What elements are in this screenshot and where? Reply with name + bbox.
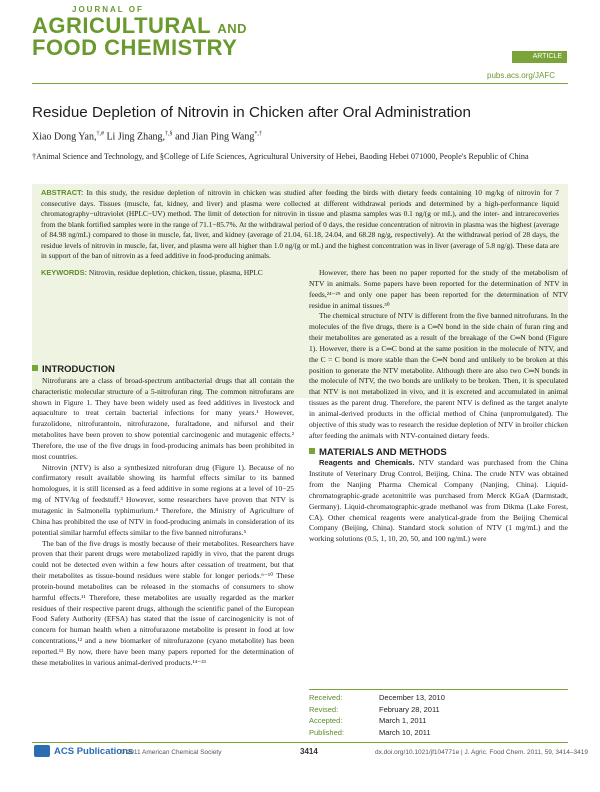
author-marks: *,† (254, 131, 262, 137)
date-row: Received: December 13, 2010 (309, 693, 445, 702)
article-badge: ARTICLE (512, 51, 567, 63)
section-heading-methods: MATERIALS AND METHODS (309, 448, 568, 459)
author-name[interactable]: Li Jing Zhang, (106, 131, 166, 143)
publisher-logo: ACS Publications (34, 745, 133, 757)
author-list (32, 131, 262, 142)
paragraph: The ban of the five drugs is mostly because of their metabolites. Researchers have proven that their parent drugs were metabolized rapidly in vivo, that the parent drugs could not be detected even within a few hours after cessation of treatment, but that their metabolites as tissue-bound residues were stable for longer periods.⁶⁻¹⁰ These protein-bound metabolites can be released in the stomachs of consumers to show harmful effects.¹¹ Therefore, these metabolites are usually regarded as the marker residues of their respective parent drugs, although the scientific panel of the European Food Safety Authority (EFSA) has stated that the issue of carcinogenicity is not of concern for human health when a nitrofurazone metabolite is present in food at low concentrations,¹² and a new biomarker of nitrofurazone (cyano metabolite) has been reported.¹³ By now, there have been many papers reported for the determination of these metabolites in various animal-derived products.¹⁴⁻²³ (32, 538, 294, 667)
author-marks: †,§ (165, 131, 173, 137)
abstract-text: In this study, the residue depletion of nitrovin in chicken was studied after feeding the birds with dietary feeds containing 10 mg/kg of nitrovin for 7 consecutive days. Tissues (muscle, fat, kidney, and liver) and plasma were collected at different withdrawal periods and determined by a high-performance liquid chromatography−ultraviolet (HPLC−UV) method. The limit of detection for nitrovin in tissue and plasma samples was 0.1 ng/(g or mL), and the inter- and intrarecoveries from the blank fortified samples were in the range of 71.1−85.7%. At the withdrawal period of 0 days, the residue concentration of nitrovin in plasma was the highest (average of 84.98 ng/mL) compared to those in muscle, fat, liver, and kidney (average of 21.04, 61.18, 24.04, and 68.28 ng/g, respectively). At the withdrawal period of 28 days, the residue levels of nitrovin in muscle, fat, liver, and plasma were all higher than 1.0 ng/(g or mL) and the highest concentration was in liver (average of 5.8 ng/g). These data are in support of the ban of nitrovin as a feed additive in food-producing animals. (41, 188, 559, 260)
author-name[interactable]: Xiao Dong Yan, (32, 131, 97, 143)
paragraph: Reagents and Chemicals. NTV standard was purchased from the China Institute of Veterinary Drug Control, Beijing, China. The crude NTV was obtained from the Nanjing Pharma Chemical Company (Nanjing, China). Liquid-chromatographic-grade acetonitrile was purchased from Merck KGaA (Darmstadt, Germany). Liquid-chromatographic-grade methanol was from Dikma (Lake Forest, CA). Other chemical reagents were analytical-grade from the Beijing Chemical Company (Beijing, China). Standard stock solution of NTV (1 mg/mL) and the working solutions (0.5, 1, 10, 20, 50, and 100 ng/mL) were (309, 458, 568, 544)
section-heading-introduction: INTRODUCTION (32, 365, 294, 376)
left-column (32, 365, 294, 669)
section-marker-icon (32, 365, 38, 371)
author-name[interactable]: and Jian Ping Wang (175, 131, 255, 143)
right-column (309, 268, 568, 545)
journal-line2: AGRICULTURAL AND (32, 13, 248, 38)
keywords-label: KEYWORDS: (41, 267, 87, 277)
doi-citation[interactable]: dx.doi.org/10.1021/jf104771e | J. Agric. Food Chem. 2011, 59, 3414–3419 (375, 749, 588, 756)
paragraph: Nitrovin (NTV) is also a synthesized nitrofuran drug (Figure 1). Because of no confirmatory result available showing its harmful effects similar to its banned homologues, it is still licensed as a feed additive in some regions at a level of 10−25 mg of NTV/kg of feedstuff.³ However, some researchers have proven that NTV is mutagenic in Salmonella typhimurium.⁴ Therefore, the Ministry of Agriculture of China has prohibited the use of NTV in food-producing animals in consideration of its potential similar harmful effects similar to the five banned nitrofurans.⁵ (32, 462, 294, 537)
date-row: Accepted: March 1, 2011 (309, 716, 427, 725)
paragraph: The chemical structure of NTV is different from the five banned nitrofurans. In the molecules of the five drugs, there is a C═N bond in the side chain of furan ring and their metabolites are generated as a result of the breakage of the C═N bond (Figure 1). However, there is a C═C bond at the same position in the molecule of NTV, and the C = C bond is more stable than the C═N bond and unlikely to be broken at this position to generate the NTV metabolite. Although there are also two C═N bonds in the molecule of NTV, the two bonds are unlikely to be broken. Then, it is speculated that NTV is not metabolized in vivo, and it is excreted and accumulated in animal tissues as the parent drug. Therefore, the parent NTV is defined as the target analyte in animal-derived products in the official method of China (unpromulgated). The objective of this study was to research the residue depletion of NTV in broiler chicken after feeding the animals with NTV-contained dietary feeds. (309, 311, 568, 440)
paragraph: Nitrofurans are a class of broad-spectrum antibacterial drugs that all contain the characteristic molecular structure of a 5-nitrofuran ring. The common nitrofurans are shown in Figure 1. They have been widely used as feed additives in livestock and aquaculture to treat certain bacterial infections for many years.¹ However, furazolidone, nitrofurantoin, nitrofurazone, furaltadone, and nifursol and their metabolites have been proven to show potential carcinogenic and mutagenic effects.² Therefore, the use of the five drugs in food-producing animals has been prohibited in most countries. (32, 375, 294, 461)
author-marks: †,# (96, 131, 104, 137)
journal-line1: JOURNAL OF (72, 5, 144, 14)
date-row: Published: March 10, 2011 (309, 727, 431, 737)
journal-logo (32, 6, 247, 59)
article-title: Residue Depletion of Nitrovin in Chicken after Oral Administration (32, 104, 471, 121)
paragraph: However, there has been no paper reported for the study of the metabolism of NTV in animals. Some papers have been reported for the determination of NTV in feeds,²⁴⁻²⁹ and only one paper has been reported for the determination of NTV residue in animal tissues.³⁰ (309, 268, 568, 310)
journal-site-link[interactable]: pubs.acs.org/JAFC (487, 71, 556, 80)
article-dates (309, 689, 568, 738)
subsection-heading: Reagents and Chemicals. (319, 458, 415, 468)
date-row: Revised: February 28, 2011 (309, 704, 440, 714)
abstract-label: ABSTRACT: (41, 188, 84, 197)
copyright: © 2011 American Chemical Society (120, 749, 222, 756)
journal-line3: FOOD CHEMISTRY (32, 35, 238, 60)
section-marker-icon (309, 448, 315, 454)
header-divider (32, 83, 568, 84)
abstract-body (41, 188, 559, 262)
acs-logo-icon (34, 745, 50, 757)
affiliation: †Animal Science and Technology, and §College of Life Sciences, Agricultural University of Hebei, Baoding Hebei 071000, People's Republic of China (32, 152, 529, 161)
page-number: 3414 (300, 747, 318, 756)
keywords-text: Nitrovin, residue depletion, chicken, tissue, plasma, HPLC (88, 267, 263, 277)
footer-divider (32, 742, 568, 743)
